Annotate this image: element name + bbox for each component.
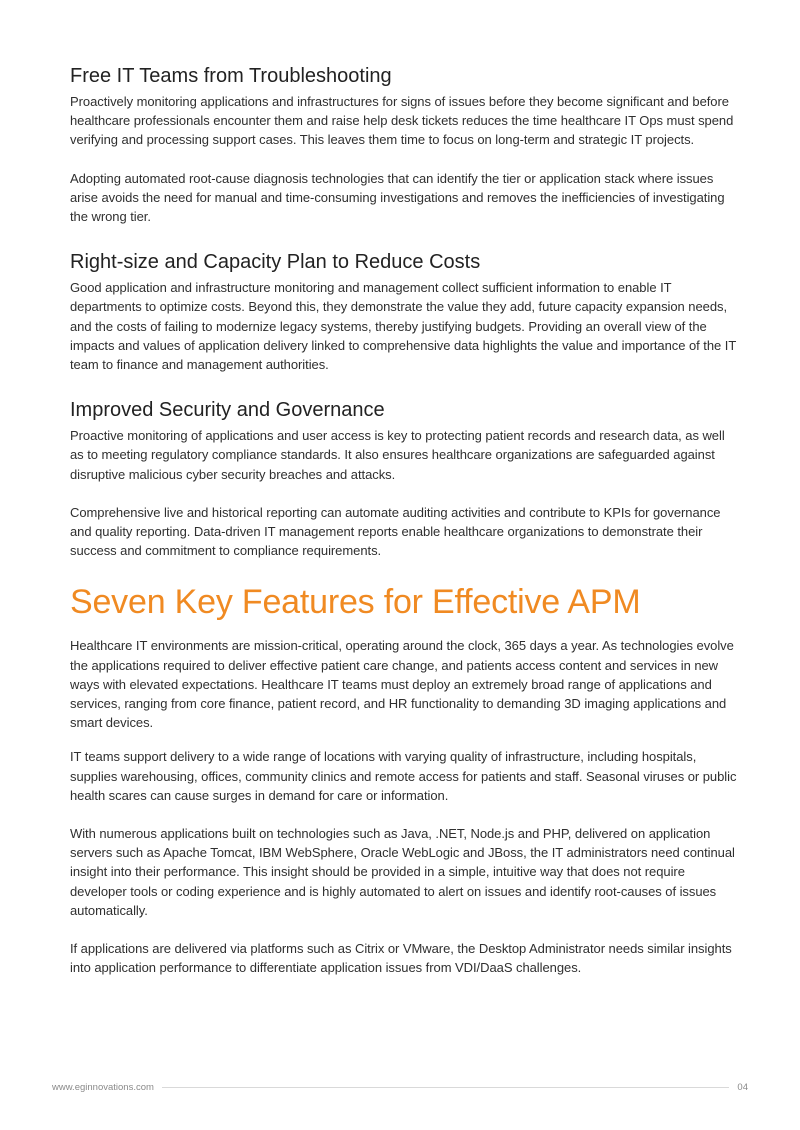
section-paragraph: Proactively monitoring applications and infrastructures for signs of issues before they become significant and before healthcare professionals encounter them and raise help desk tickets reduces the time healthcare IT Ops must spend verifying and processing support cases. This leaves them time to focus on long-term and strategic IT projects.	[70, 94, 734, 148]
page-footer	[52, 1079, 748, 1095]
page-number: 04	[737, 1081, 748, 1093]
footer-divider	[162, 1087, 730, 1088]
page-content	[70, 62, 738, 978]
section-paragraph: Proactive monitoring of applications and user access is key to protecting patient records and research data, as well as to meeting regulatory compliance standards. It also ensures healthcare organizations are safeguarded against disruptive malicious cyber security breaches and attacks.	[70, 428, 725, 482]
apm-paragraph: With numerous applications built on technologies such as Java, .NET, Node.js and PHP, delivered on application servers such as Apache Tomcat, IBM WebSphere, Oracle WebLogic and JBoss, the IT administrators need continual insight into their performance. This insight should be provided in a simple, intuitive way that does not require developer tools or coding experience and is highly automated to alert on issues and identify root-causes of issues automatically.	[70, 826, 735, 918]
section-paragraph: Adopting automated root-cause diagnosis technologies that can identify the tier or application stack where issues arise avoids the need for manual and time-consuming investigations and removes the inefficiencies of investigating the wrong tier.	[70, 170, 725, 225]
section-paragraph: Comprehensive live and historical reporting can automate auditing activities and contribute to KPIs for governance and quality reporting. Data-driven IT management reports enable healthcare organizations to demonstrate their success and commitment to compliance requirements.	[70, 504, 721, 559]
section-apm-features	[70, 636, 738, 977]
section-paragraph: Good application and infrastructure monitoring and management collect sufficient information to enable IT departments to optimize costs. Beyond this, they demonstrate the value they add, future capacity expansion needs, and the costs of failing to modernize legacy systems, thereby justifying budgets. Providing an overall view of the impacts and values of application delivery linked to comprehensive data highlights the value and importance of the IT team to finance and management authorities.	[70, 280, 736, 373]
section-heading: Right-size and Capacity Plan to Reduce Costs	[70, 251, 481, 274]
section-troubleshooting	[70, 62, 738, 226]
section-security	[70, 396, 738, 560]
section-heading: Free IT Teams from Troubleshooting	[70, 65, 392, 87]
section-capacity	[70, 248, 738, 374]
main-heading: Seven Key Features for Effective APM	[70, 583, 641, 622]
apm-paragraph: IT teams support delivery to a wide range of locations with varying quality of infrastructure, including hospitals, supplies warehousing, offices, community clinics and remote access for patients and staff. Seasonal viruses or public health scares can cause surges in demand for care or information.	[70, 749, 737, 803]
apm-paragraph: If applications are delivered via platforms such as Citrix or VMware, the Desktop Administrator needs similar insights into application performance to differentiate application issues from VDI/DaaS challenges.	[70, 941, 732, 976]
apm-paragraph: Healthcare IT environments are mission-critical, operating around the clock, 365 days a year. As technologies evolve the applications required to deliver effective patient care change, and patients access content and services in new ways with elevated expectations. Healthcare IT teams must deploy an extremely broad range of applications and services, ranging from core finance, patient record, and HR functionality to demanding 3D imaging applications and smart devices.	[70, 638, 734, 731]
section-heading: Improved Security and Governance	[70, 399, 385, 422]
footer-url[interactable]: www.eginnovations.com	[52, 1081, 154, 1093]
